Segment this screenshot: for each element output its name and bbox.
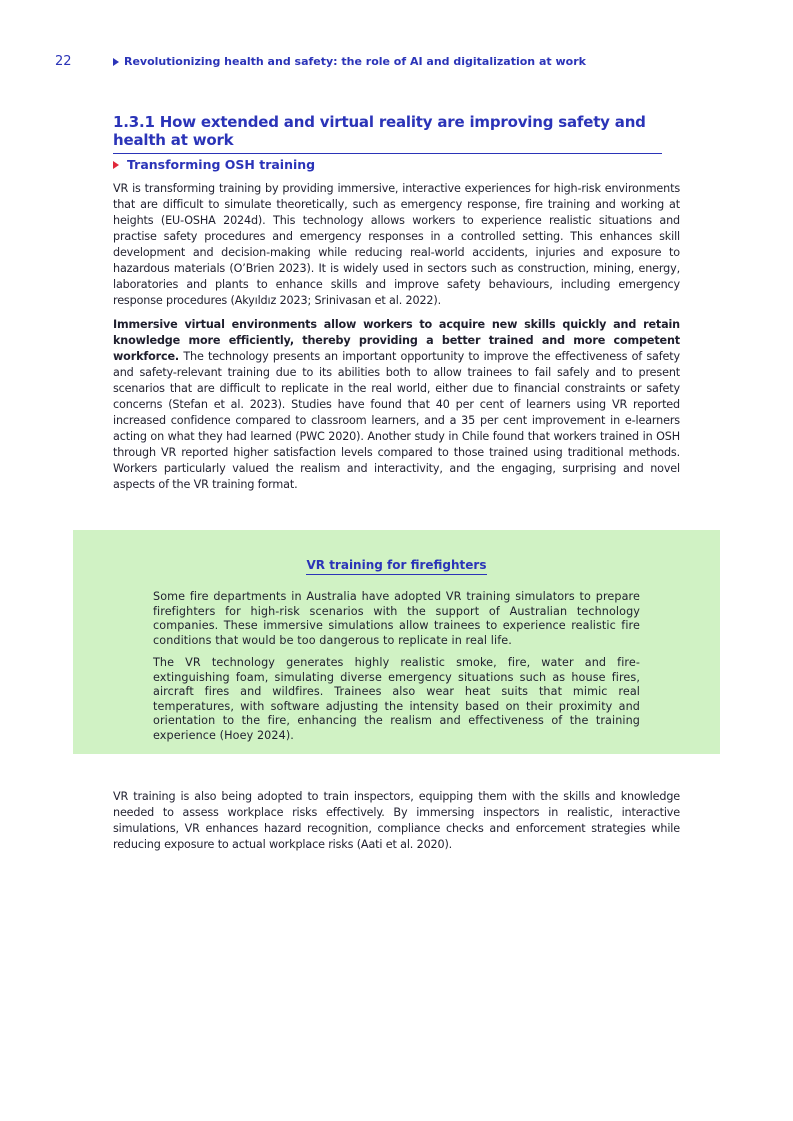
- subheading-text: Transforming OSH training: [127, 157, 316, 172]
- page-number: 22: [55, 54, 72, 69]
- paragraph-3: VR training is also being adopted to train inspectors, equipping them with the skills and knowledge needed to assess workplace risks effectively. By immersing inspectors in realistic, interactive simulations, VR enhances hazard recognition, compliance checks and enforcement strategies while reducing exposure to actual workplace risks (Aati et al. 2020).: [113, 790, 680, 851]
- box-paragraph-1: Some fire departments in Australia have adopted VR training simulators to prepare firefighters for high-risk scenarios with the support of Australian technology companies. These immersive simulations allow trainees to experience realistic fire conditions that would be too dangerous to replicate in real life.: [153, 590, 640, 647]
- triangle-bullet-icon: [113, 58, 119, 66]
- paragraph-2: [113, 317, 680, 493]
- running-header: [113, 55, 586, 68]
- section-heading: 1.3.1 How extended and virtual reality are improving safety and health at work: [113, 113, 662, 154]
- paragraph-1: VR is transforming training by providing immersive, interactive experiences for high-risk environments that are difficult to simulate theoretically, such as emergency response, fire training and working at heights (EU-OSHA 2024d). This technology allows workers to experience realistic situations and practise safety procedures and emergency responses in a controlled setting. This enhances skill development and decision-making while reducing real-world accidents, injuries and exposure to hazardous materials (O’Brien 2023). It is widely used in sectors such as construction, mining, energy, laboratories and plants to enhance skills and improve safety behaviours, including emergency response procedures (Akyıldız 2023; Srinivasan et al. 2022).: [113, 182, 680, 307]
- subheading: [113, 157, 315, 172]
- running-header-title: Revolutionizing health and safety: the role of AI and digitalization at work: [124, 55, 586, 68]
- triangle-bullet-icon: [113, 161, 119, 169]
- box-paragraph-2: The VR technology generates highly realistic smoke, fire, water and fire-extinguishing foam, simulating diverse emergency situations such as house fires, aircraft fires and wildfires. Trainees also wear heat suits that mimic real temperatures, with software adjusting the intensity based on their proximity and orientation to the fire, enhancing the realism and effectiveness of the training experience (Hoey 2024).: [153, 656, 640, 742]
- paragraph-2-body: The technology presents an important opportunity to improve the effectiveness of safety and safety-relevant training due to its abilities both to allow trainees to fail safely and to present scenarios that are difficult to replicate in the real world, either due to financial constraints or safety concerns (Stefan et al. 2023). Studies have found that 40 per cent of learners using VR reported increased confidence compared to classroom learners, and a 35 per cent improvement in e-learners acting on what they had learned (PWC 2020). Another study in Chile found that workers trained in OSH through VR reported higher satisfaction levels compared to those trained using traditional methods. Workers particularly valued the realism and interactivity, and the engaging, surprising and novel aspects of the VR training format.: [113, 350, 680, 491]
- paragraph-2-lead: Immersive virtual environments allow workers to acquire new skills quickly and retain knowledge more efficiently, thereby providing a better trained and more competent workforce.: [113, 318, 680, 363]
- box-title-text: VR training for firefighters: [306, 558, 486, 575]
- case-study-box: [73, 530, 720, 754]
- box-title: [73, 556, 720, 575]
